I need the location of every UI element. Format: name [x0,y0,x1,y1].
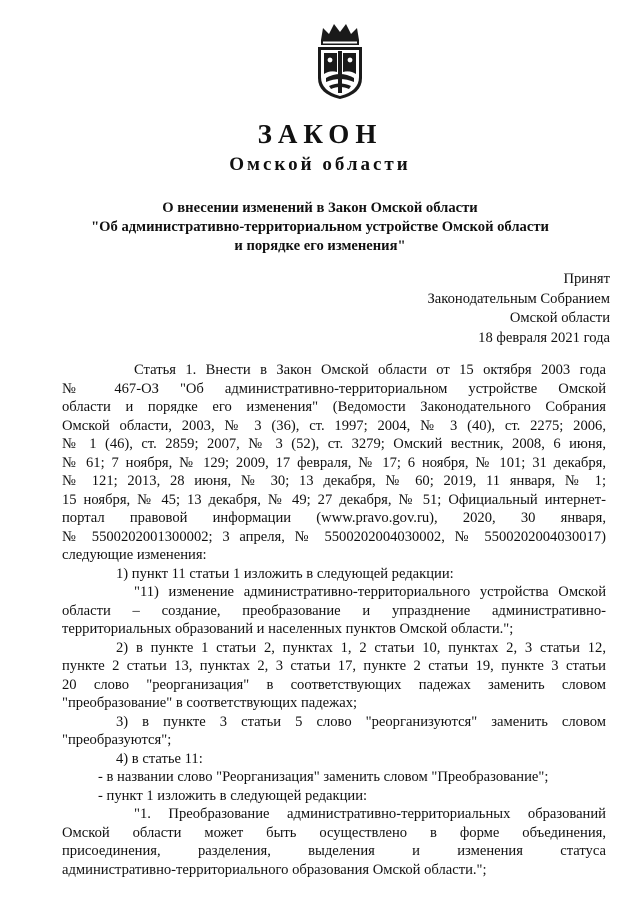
body-line: 4) в статье 11: [116,750,203,767]
body-line: № 121; 2013, 28 июня, № 30; 13 декабря, № 60; 2019, 11 января, № 1; [62,473,606,489]
body-line: "11) изменение административно-территориального устройства Омской [134,584,606,600]
body-line: области и порядке его изменения" (Ведомости Законодательного Собрания [62,399,606,415]
adoption-line: Омской области [509,310,610,326]
body-line: - пункт 1 изложить в следующей редакции: [98,787,368,804]
body-line: следующие изменения: [62,547,207,563]
adoption-block [428,270,611,348]
body-line: 15 ноября, № 45; 13 декабря, № 49; 27 декабря, № 51; Официальный интернет- [62,491,606,508]
subject-line: и порядке его изменения" [234,238,406,254]
body-line: присоединения, разделения, выделения и изменения статуса [62,843,606,859]
body-line: Статья 1. Внести в Закон Омской области от 15 октября 2003 года [134,362,606,378]
body-line: 2) в пункте 1 статьи 2, пунктах 1, 2 статьи 10, пунктах 2, 3 статьи 12, [116,639,606,656]
body-line: "преобразование" в соответствующих падежах; [62,695,358,711]
body-line: портал правовой информации (www.pravo.gov.ru), 2020, 30 января, [62,510,606,526]
body-line: 20 слово "реорганизация" в соответствующих падежах заменить словом [62,676,606,693]
body-line: 3) в пункте 3 статьи 5 слово "реорганизуются" заменить словом [116,713,606,730]
omsk-coat-of-arms-icon [313,20,367,100]
body-line: - в названии слово "Реорганизация" заменить словом "Преобразование"; [98,769,549,785]
body-line: № 5500202001300002; 3 апреля, № 5500202004030002, № 5500202004030017) [62,528,606,545]
body-line: области – создание, преобразование и упразднение административно- [62,602,606,619]
body-line: 1) пункт 11 статьи 1 изложить в следующей редакции: [116,565,454,582]
body-line: Омской области, 2003, № 3 (36), ст. 1997; 2004, № 3 (40), ст. 2275; 2006, [62,417,606,434]
law-subject [60,199,580,256]
body-line: № 1 (46), ст. 2859; 2007, № 3 (52), ст. 3279; Омский вестник, 2008, 6 июня, [62,436,606,452]
body-line: пункте 2 статьи 13, пунктах 2, 3 статьи 17, пункте 2 статьи 19, пункте 3 статьи [62,658,606,674]
law-region: Омской области [229,154,411,175]
subject-line: "Об административно-территориальном устройстве Омской области [91,219,549,235]
body-line: № 61; 7 ноября, № 129; 2009, 17 февраля, № 17; 6 ноября, № 101; 31 декабря, [62,454,606,471]
body-line: территориальных образований и населенных пунктов Омской области."; [62,621,514,637]
subject-line: О внесении изменений в Закон Омской области [162,200,478,216]
body-line: административно-территориального образования Омской области."; [62,861,487,878]
body-line: № 467-ОЗ "Об административно-территориальном устройстве Омской [62,380,606,397]
body-line: "преобразуются"; [62,732,172,748]
adoption-line: Законодательным Собранием [427,290,610,307]
law-title: ЗАКОН [257,119,383,149]
body-line: "1. Преобразование административно-территориальных образований [134,806,606,822]
adoption-date: 18 февраля 2021 года [478,329,610,346]
adoption-line: Принят [563,271,610,287]
law-body [62,361,606,879]
body-line: Омской области может быть осуществлено в форме объединения, [62,824,606,841]
